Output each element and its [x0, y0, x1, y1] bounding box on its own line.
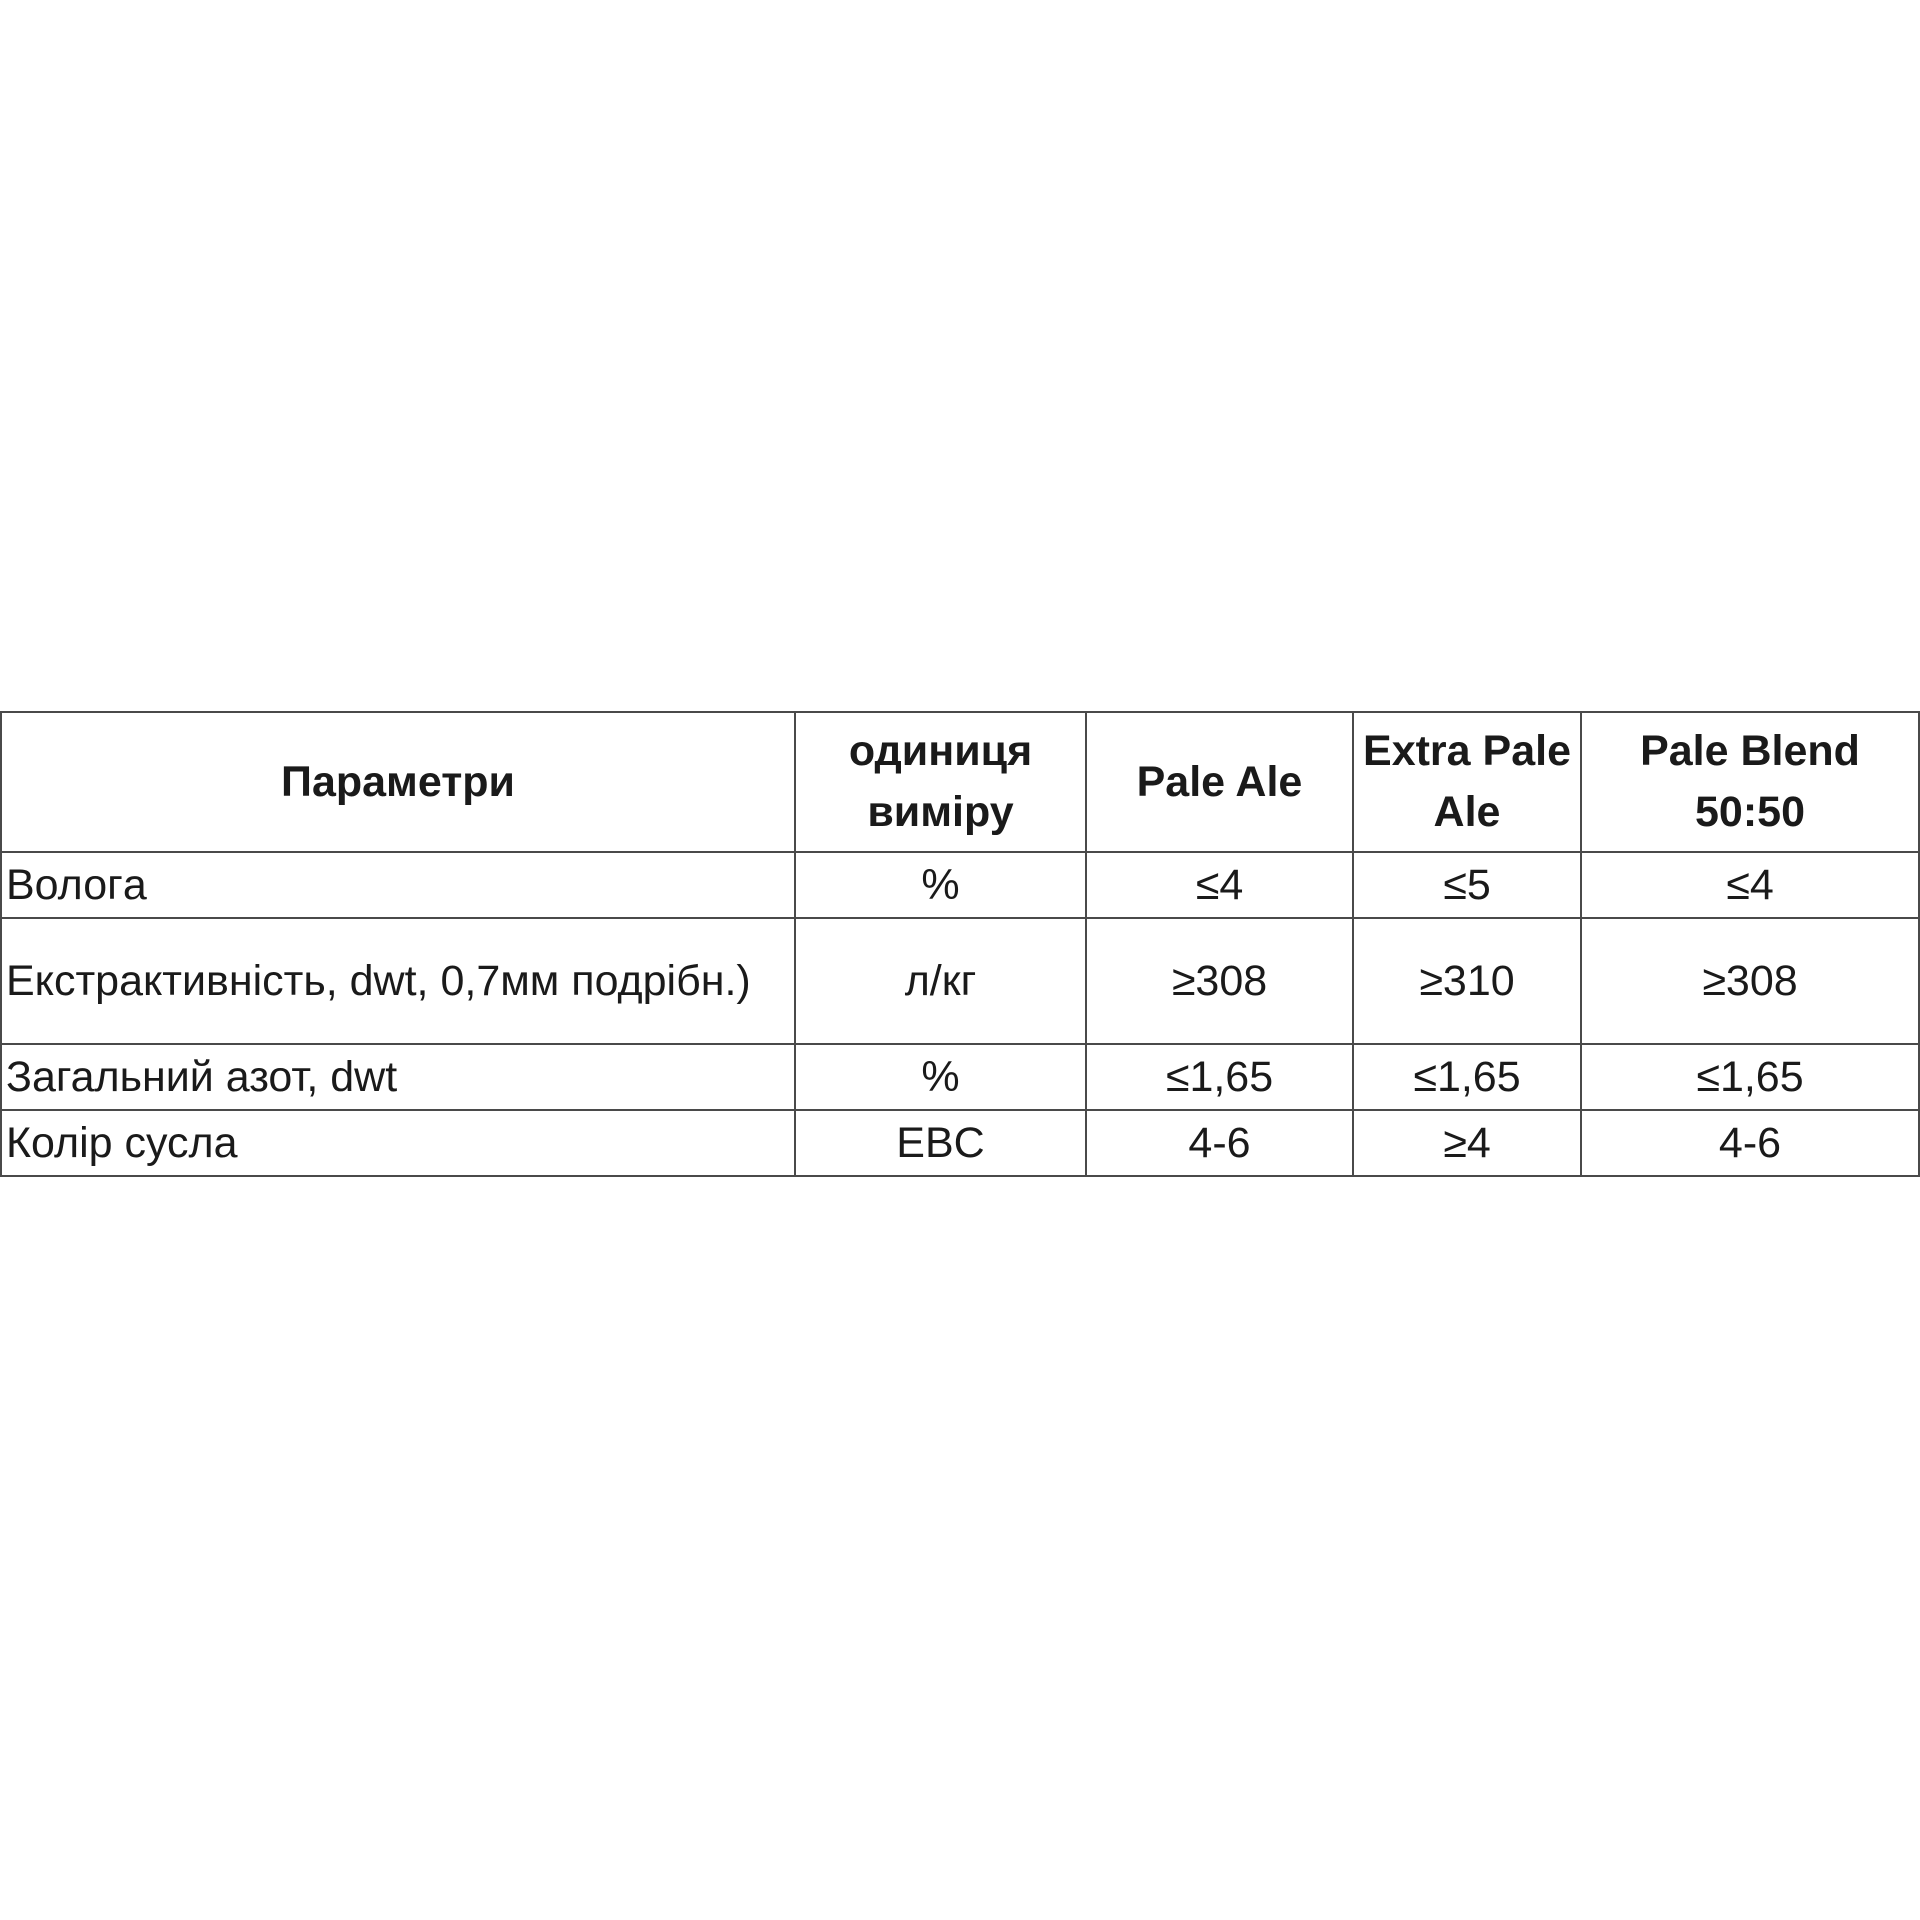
header-extra-pale-ale: Extra Pale Ale: [1353, 712, 1581, 852]
cell-extra-pale-ale: ≤1,65: [1353, 1044, 1581, 1110]
cell-pale-ale: 4-6: [1086, 1110, 1353, 1176]
cell-unit: %: [795, 1044, 1086, 1110]
cell-pale-ale: ≥308: [1086, 918, 1353, 1044]
header-pale-ale: Pale Ale: [1086, 712, 1353, 852]
header-unit: одиниця виміру: [795, 712, 1086, 852]
header-pale-blend: Pale Blend 50:50: [1581, 712, 1919, 852]
header-parameters: Параметри: [1, 712, 795, 852]
table-row: [1, 918, 1919, 1044]
cell-pale-blend: ≥308: [1581, 918, 1919, 1044]
cell-pale-blend: ≤1,65: [1581, 1044, 1919, 1110]
table-row: [1, 1110, 1919, 1176]
cell-extra-pale-ale: ≥4: [1353, 1110, 1581, 1176]
cell-unit: EBC: [795, 1110, 1086, 1176]
table-row: [1, 1044, 1919, 1110]
cell-extra-pale-ale: ≥310: [1353, 918, 1581, 1044]
cell-pale-ale: ≤4: [1086, 852, 1353, 918]
cell-parameter: Екстрактивність, dwt, 0,7мм подрібн.): [1, 918, 795, 1044]
cell-unit: %: [795, 852, 1086, 918]
cell-pale-blend: 4-6: [1581, 1110, 1919, 1176]
cell-unit: л/кг: [795, 918, 1086, 1044]
cell-parameter: Вологa: [1, 852, 795, 918]
table-row: [1, 852, 1919, 918]
cell-pale-ale: ≤1,65: [1086, 1044, 1353, 1110]
table-header-row: [1, 712, 1919, 852]
cell-parameter: Колір сусла: [1, 1110, 795, 1176]
cell-pale-blend: ≤4: [1581, 852, 1919, 918]
spec-table: [0, 711, 1920, 1177]
cell-extra-pale-ale: ≤5: [1353, 852, 1581, 918]
cell-parameter: Загальний азот, dwt: [1, 1044, 795, 1110]
